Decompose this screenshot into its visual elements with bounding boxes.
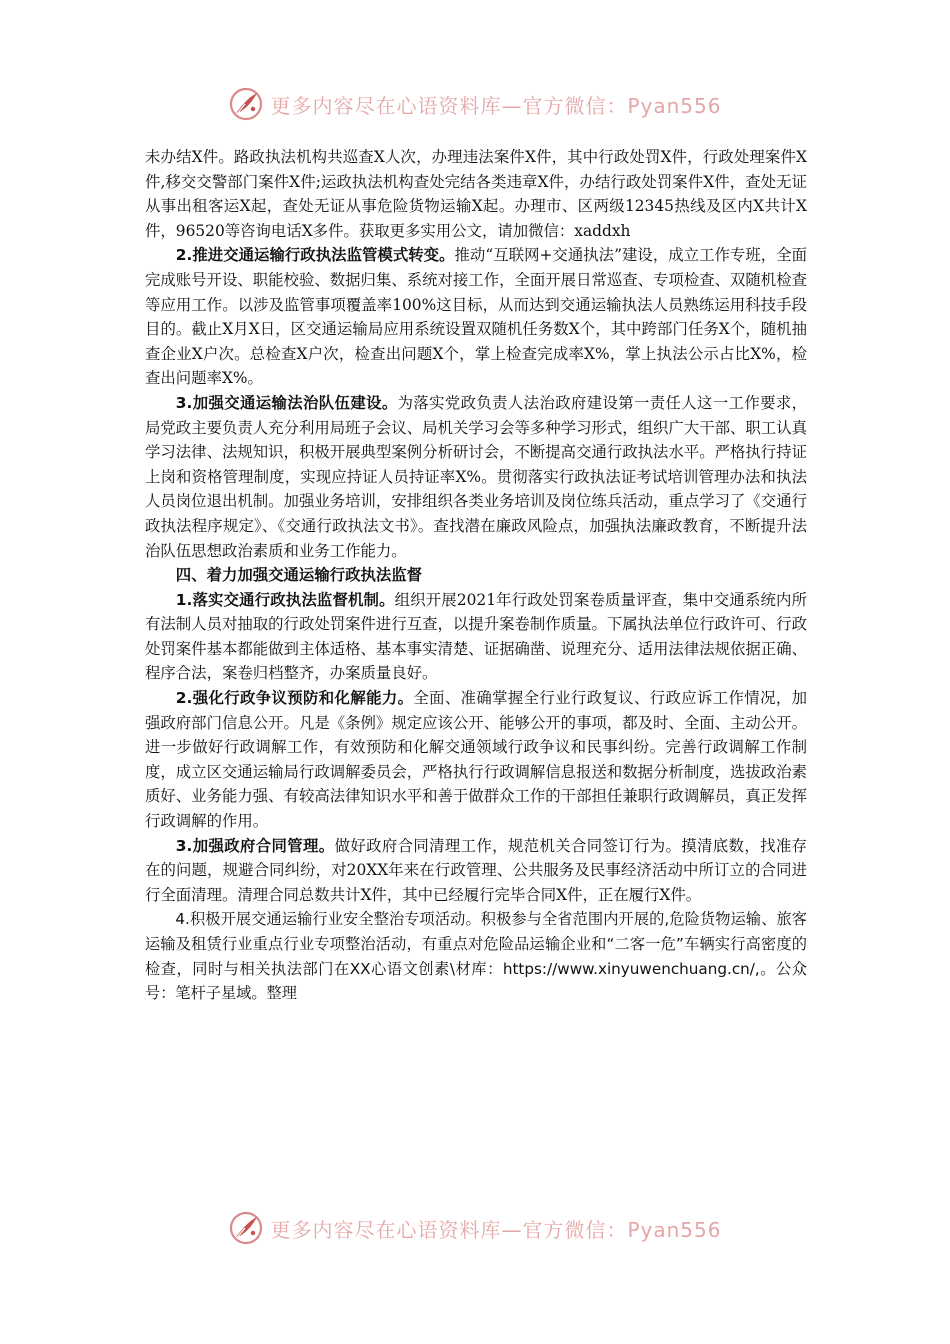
- item-lead: 2.推进交通运输行政执法监管模式转变。: [175, 246, 455, 265]
- item-lead: 1.落实交通行政执法监督机制。: [175, 590, 395, 609]
- item-lead: 2.强化行政争议预防和化解能力。: [175, 689, 414, 708]
- item-lead: 3.加强政府合同管理。: [175, 836, 335, 855]
- document-body: [145, 145, 807, 1006]
- item-text: 推动“互联网+交通执法”建设，成立工作专班，全面完成账号开设、职能校验、数据归集、系统对接工作，全面开展日常巡查、专项检查、双随机检查等应用工作。以涉及监管事项覆盖率100%这目标，从而达到交通运输执法人员熟练运用科技手段目的。截止X月X日，区交通运输局应用系统设置双随机任务数X个，其中跨部门任务X个，随机抽查企业X户次。总检查X户次，检查出问题X个，掌上检查完成率X%，掌上执法公示占比X%，检查出问题率X%。: [145, 246, 807, 388]
- item-text: 为落实党政负责人法治政府建设第一责任人这一工作要求，局党政主要负责人充分利用局班子会议、局机关学习会等多种学习形式，组织广大干部、职工认真学习法律、法规知识，积极开展典型案例分析研讨会，不断提高交通行政执法水平。严格执行持证上岗和资格管理制度，实现应持证人员持证率X%。贯彻落实行政执法证考试培训管理办法和执法人员岗位退出机制。加强业务培训，安排组织各类业务培训及岗位练兵活动，重点学习了《交通行政执法程序规定》、《交通行政执法文书》。查找潜在廉政风险点，加强执法廉政教育，不断提升法治队伍思想政治素质和业务工作能力。: [145, 393, 807, 560]
- item-text: 全面、准确掌握全行业行政复议、行政应诉工作情况，加强政府部门信息公开。凡是《条例》规定应该公开、能够公开的事项，都及时、全面、主动公开。进一步做好行政调解工作，有效预防和化解交通领域行政争议和民事纠纷。完善行政调解工作制度，成立区交通运输局行政调解委员会，严格执行行政调解信息报送和数据分析制度，选拔政治素质好、业务能力强、有较高法律知识水平和善于做群众工作的干部担任兼职行政调解员，真正发挥行政调解的作用。: [145, 689, 807, 831]
- section-heading: 四、着力加强交通运输行政执法监督: [175, 566, 423, 585]
- paragraph-continued: 未办结X件。路政执法机构共巡查X人次，办理违法案件X件，其中行政处罚X件，行政处理案件X件,移交交警部门案件X件;运政执法机构查处完结各类违章X件，办结行政处罚案件X件，查处无证从事出租客运X起，查处无证从事危险货物运输X起。办理市、区两级12345热线及区内X共计X件，96520等咨询电话X多件。获取更多实用公文，请加微信：xaddxh: [145, 148, 807, 240]
- paragraph-item-3b: [145, 834, 807, 908]
- paragraph-item-1: [145, 588, 807, 686]
- item-text: 做好政府合同清理工作，规范机关合同签订行为。摸清底数，找准存在的问题，规避合同纠纷，对20XX年来在行政管理、公共服务及民事经济活动中所订立的合同进行全面清理。清理合同总数共计X件，其中已经履行完毕合同X件，正在履行X件。: [145, 836, 807, 904]
- paragraph-item-4: 4.积极开展交通运输行业安全整治专项活动。积极参与全省范围内开展的,危险货物运输、旅客运输及租赁行业重点行业专项整治活动，有重点对危险品运输企业和“二客一危”车辆实行高密度的检查，同时与相关执法部门在XX心语文创素\材库：https://www.xinyuwenchuang.cn/,。公众号：笔杆子星域。整理: [145, 910, 807, 1003]
- quill-logo-icon: [228, 1210, 264, 1246]
- item-lead: 3.加强交通运输法治队伍建设。: [175, 393, 398, 412]
- watermark-banner-bottom: [0, 1208, 950, 1248]
- quill-logo-icon: [228, 86, 264, 122]
- watermark-banner-top: [0, 84, 950, 124]
- paragraph-item-2b: [145, 686, 807, 834]
- watermark-text: 更多内容尽在心语资料库—官方微信：Pyan556: [270, 1217, 722, 1242]
- paragraph-item-3: [145, 391, 807, 563]
- watermark-text: 更多内容尽在心语资料库—官方微信：Pyan556: [270, 93, 722, 118]
- paragraph-item-2: [145, 243, 807, 391]
- item-text: 组织开展2021年行政处罚案卷质量评查，集中交通系统内所有法制人员对抽取的行政处罚案件进行互查，以提升案卷制作质量。下属执法单位行政许可、行政处罚案件基本都能做到主体适格、基本事实清楚、证据确凿、说理充分、适用法律法规依据正确、程序合法，案卷归档整齐，办案质量良好。: [145, 590, 807, 683]
